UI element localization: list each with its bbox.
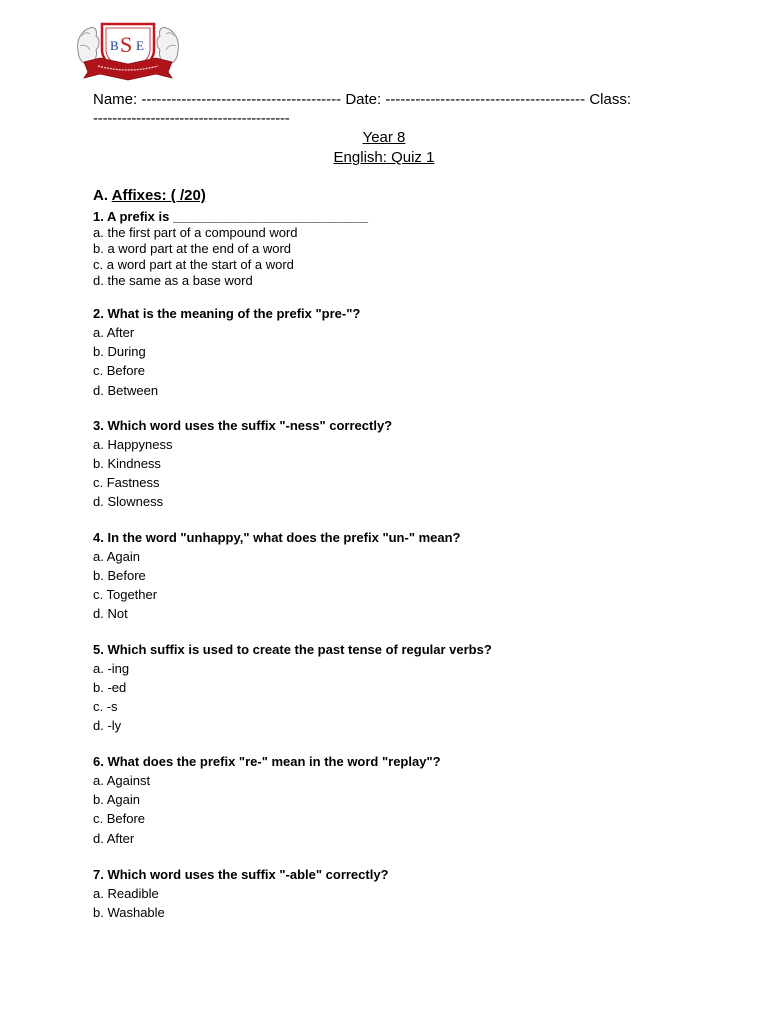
option-7a[interactable]: a. Readible (93, 886, 159, 901)
option-4d[interactable]: d. Not (93, 606, 128, 621)
option-3d[interactable]: d. Slowness (93, 494, 164, 509)
option-3b[interactable]: b. Kindness (93, 456, 161, 471)
option-3c[interactable]: c. Fastness (93, 475, 160, 490)
option-6c[interactable]: c. Before (93, 811, 146, 826)
school-logo (74, 20, 182, 82)
option-4c[interactable]: c. Together (93, 587, 158, 602)
option-4a[interactable]: a. Again (93, 549, 140, 564)
crest-icon (74, 20, 182, 82)
svg-text:S: S (120, 32, 133, 57)
class-label: Class: (585, 91, 632, 108)
option-6a[interactable]: a. Against (93, 773, 151, 788)
date-label: Date: (341, 91, 386, 108)
name-label: Name: (93, 91, 142, 108)
option-4b[interactable]: b. Before (93, 568, 146, 583)
question-3: 3. Which word uses the suffix "-ness" correctly? (93, 418, 393, 433)
question-2: 2. What is the meaning of the prefix "pre-"? (93, 306, 361, 321)
option-6d[interactable]: d. After (93, 831, 135, 846)
option-5b[interactable]: b. -ed (93, 680, 127, 695)
date-field[interactable]: ---------------------------------------- (385, 91, 586, 108)
svg-text:E: E (136, 38, 144, 53)
option-6b[interactable]: b. Again (93, 792, 140, 807)
question-4: 4. In the word "unhappy," what does the prefix "un-" mean? (93, 530, 461, 545)
student-info-line (93, 90, 693, 109)
question-6: 6. What does the prefix "re-" mean in the word "replay"? (93, 754, 441, 769)
option-2d[interactable]: d. Between (93, 383, 159, 398)
name-field[interactable]: ---------------------------------------- (141, 91, 342, 108)
svg-text:B: B (110, 38, 119, 53)
option-5a[interactable]: a. -ing (93, 661, 130, 676)
option-1b[interactable]: b. a word part at the end of a word (93, 241, 292, 256)
question-7: 7. Which word uses the suffix "-able" correctly? (93, 867, 389, 882)
option-5d[interactable]: d. -ly (93, 718, 122, 733)
option-5c[interactable]: c. -s (93, 699, 118, 714)
option-3a[interactable]: a. Happyness (93, 437, 173, 452)
class-field[interactable]: ----------------------------------------- (93, 110, 290, 127)
year-heading: Year 8 (362, 129, 406, 146)
option-2c[interactable]: c. Before (93, 363, 146, 378)
question-1: 1. A prefix is ___________________________ (93, 209, 369, 224)
option-1d[interactable]: d. the same as a base word (93, 273, 253, 288)
section-heading: A. Affixes: ( /20) (93, 187, 206, 204)
quiz-title: English: Quiz 1 (333, 149, 435, 166)
option-2b[interactable]: b. During (93, 344, 146, 359)
option-1c[interactable]: c. a word part at the start of a word (93, 257, 294, 272)
option-2a[interactable]: a. After (93, 325, 135, 340)
question-5: 5. Which suffix is used to create the past tense of regular verbs? (93, 642, 492, 657)
option-1a[interactable]: a. the first part of a compound word (93, 225, 298, 240)
option-7b[interactable]: b. Washable (93, 905, 165, 920)
